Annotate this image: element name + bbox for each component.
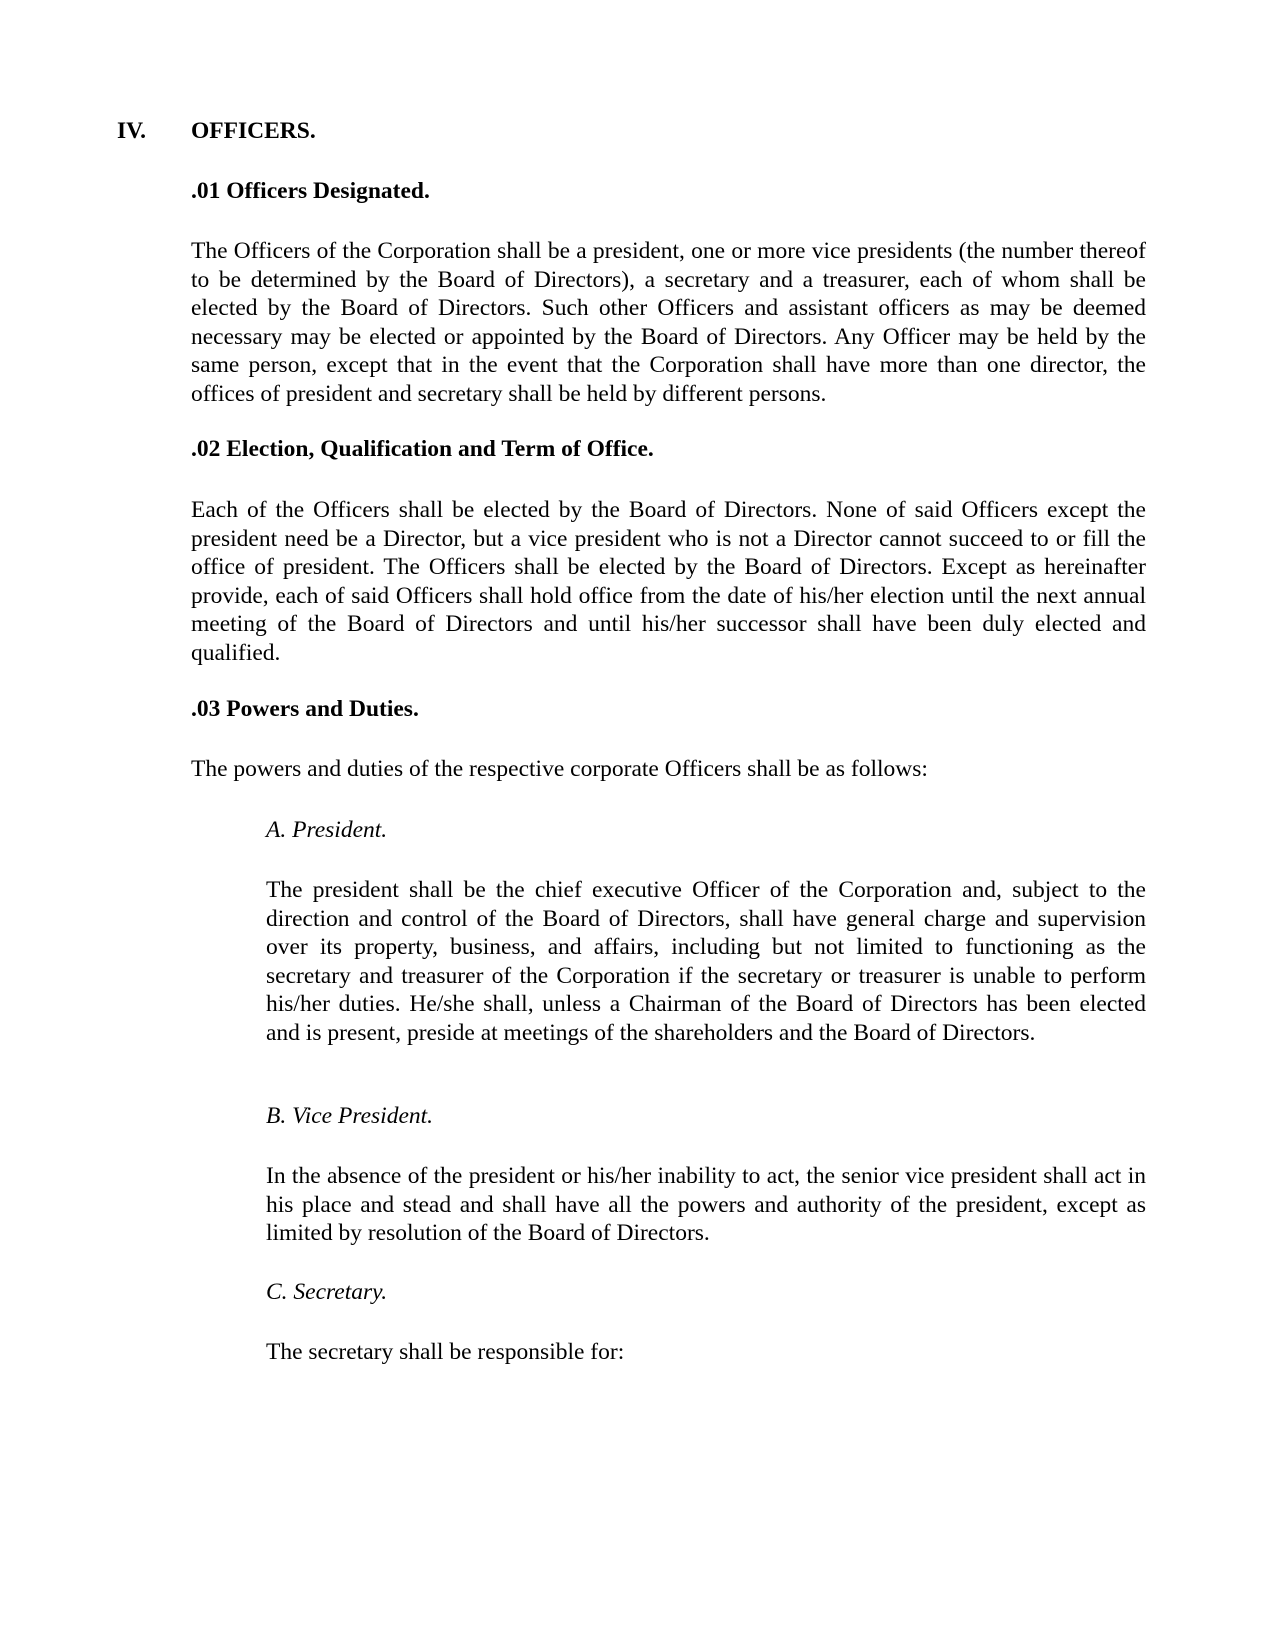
subsection-a-heading: A. President. <box>266 817 388 843</box>
section-03-heading: .03 Powers and Duties. <box>191 696 419 722</box>
section-02-heading: .02 Election, Qualification and Term of Office. <box>191 436 654 462</box>
subsection-b-body: In the absence of the president or his/her inability to act, the senior vice president shall act in his place and stead and shall have all the powers and authority of the president, except as limited by resolution of the Board of Directors. <box>266 1163 1146 1247</box>
subsection-b-heading: B. Vice President. <box>266 1103 434 1129</box>
section-01-body: The Officers of the Corporation shall be a president, one or more vice presidents (the number thereof to be determined by the Board of Directors), a secretary and a treasurer, each of whom shall be elected by the Board of Directors. Such other Officers and assistant officers as may be deemed necessary may be elected or appointed by the Board of Directors. Any Officer may be held by the same person, except that in the event that the Corporation shall have more than one director, the offices of president and secretary shall be held by different persons. <box>191 238 1146 407</box>
section-02-body: Each of the Officers shall be elected by the Board of Directors. None of said Officers except the president need be a Director, but a vice president who is not a Director cannot succeed to or fill the office of president. The Officers shall be elected by the Board of Directors. Except as hereinafter provide, each of said Officers shall hold office from the date of his/her election until the next annual meeting of the Board of Directors and until his/her successor shall have been duly elected and qualified. <box>191 497 1146 666</box>
article-title: OFFICERS. <box>191 118 316 144</box>
section-01-heading: .01 Officers Designated. <box>191 178 430 204</box>
subsection-a-body: The president shall be the chief executive Officer of the Corporation and, subject to the direction and control of the Board of Directors, shall have general charge and supervision over its property, business, and affairs, including but not limited to functioning as the secretary and treasurer of the Corporation if the secretary or treasurer is unable to perform his/her duties. He/she shall, unless a Chairman of the Board of Directors has been elected and is present, preside at meetings of the shareholders and the Board of Directors. <box>266 877 1146 1046</box>
article-number: IV. <box>117 118 146 144</box>
subsection-c-heading: C. Secretary. <box>266 1279 388 1305</box>
section-03-body: The powers and duties of the respective corporate Officers shall be as follows: <box>191 756 928 782</box>
subsection-c-body: The secretary shall be responsible for: <box>266 1339 625 1365</box>
